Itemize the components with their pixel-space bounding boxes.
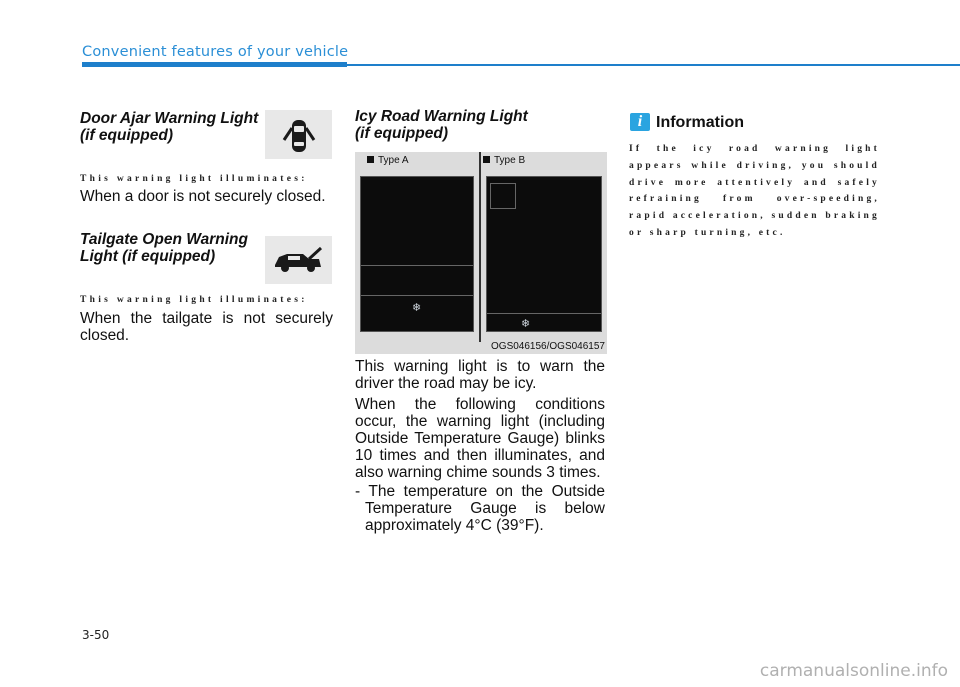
icy-road-title-1: Icy Road Warning Light bbox=[355, 108, 528, 125]
tailgate-title-1: Tailgate Open Warning bbox=[80, 231, 248, 248]
door-ajar-title-2: (if equipped) bbox=[80, 127, 173, 144]
car-tailgate-open-icon bbox=[271, 245, 327, 275]
watermark: carmanualsonline.info bbox=[759, 661, 948, 681]
tailgate-title-2: Light (if equipped) bbox=[80, 248, 216, 265]
icy-road-bullet: - The temperature on the Outside Temperature Gauge is below approximately 4°C (39°F). bbox=[355, 483, 605, 534]
car-door-open-icon bbox=[279, 114, 319, 156]
type-a-label: Type A bbox=[367, 155, 409, 166]
icy-road-icon-b: ❄ bbox=[521, 318, 531, 330]
cluster-screen-type-a bbox=[360, 176, 474, 332]
door-ajar-section bbox=[80, 110, 260, 144]
cluster-screen-type-b bbox=[486, 176, 602, 332]
door-ajar-icon-box bbox=[265, 110, 332, 159]
page-number: 3-50 bbox=[82, 628, 110, 642]
figure-code: OGS046156/OGS046157 bbox=[491, 341, 605, 352]
icy-road-icon: ❄ bbox=[412, 302, 422, 314]
info-text: If the icy road warning light appears while driving, you should drive more attentively and safely refraining from over-speeding, rapid acceleration, sudden braking or sharp turning, etc. bbox=[629, 144, 880, 238]
figure-divider bbox=[479, 152, 481, 342]
door-ajar-title-1: Door Ajar Warning Light bbox=[80, 110, 259, 127]
tailgate-icon-box bbox=[265, 236, 332, 284]
header-rule bbox=[347, 64, 960, 66]
section-header-title: Convenient features of your vehicle bbox=[82, 44, 349, 60]
icy-road-title-2: (if equipped) bbox=[355, 125, 448, 142]
tailgate-section bbox=[80, 231, 260, 265]
icy-road-para-1: This warning light is to warn the driver the road may be icy. bbox=[355, 358, 605, 392]
header-accent-bar bbox=[82, 62, 347, 67]
icy-road-para-2: When the following conditions occur, the warning light (including Outside Temperature Gauge) blinks 10 times and then illuminates, and also warning chime sounds 3 times. bbox=[355, 396, 605, 481]
tailgate-illuminates: This warning light illuminates: bbox=[80, 295, 308, 305]
info-title: Information bbox=[656, 114, 744, 131]
icy-road-section bbox=[355, 108, 605, 142]
screen-b-inner-box bbox=[490, 183, 516, 209]
tailgate-condition: When the tailgate is not securely closed. bbox=[80, 310, 333, 344]
door-ajar-illuminates: This warning light illuminates: bbox=[80, 174, 308, 184]
icy-road-figure bbox=[355, 152, 607, 354]
door-ajar-condition: When a door is not securely closed. bbox=[80, 188, 326, 205]
type-b-label: Type B bbox=[483, 155, 525, 166]
info-icon: i bbox=[630, 113, 650, 131]
